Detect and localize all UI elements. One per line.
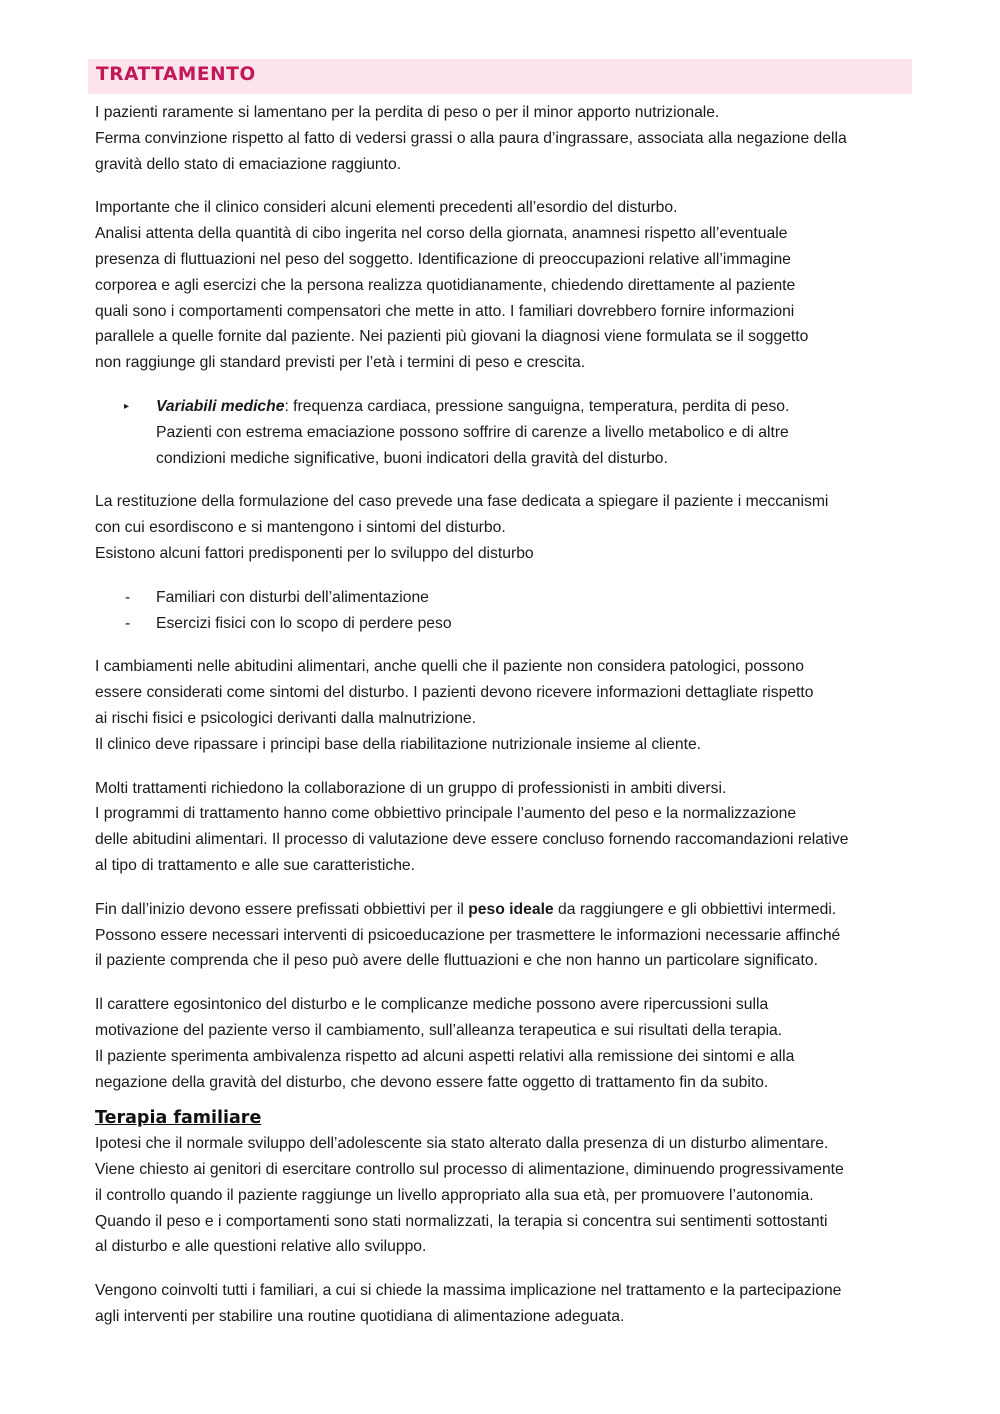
text-line: Possono essere necessari interventi di psicoeducazione per trasmettere le informazioni necessarie affinché [95, 926, 841, 944]
text-line: condizioni mediche significative, buoni indicatori della gravità del disturbo. [156, 449, 668, 467]
text-line: negazione della gravità del disturbo, che devono essere fatte oggetto di trattamento fin da subito. [95, 1073, 769, 1091]
text-line: parallele a quelle fornite dal paziente. Nei pazienti più giovani la diagnosi viene formulata se il soggetto [95, 328, 809, 346]
text-line: Il clinico deve ripassare i principi base della riabilitazione nutrizionale insieme al cliente. [95, 735, 702, 753]
list-item-text: Esercizi fisici con lo scopo di perdere peso [156, 614, 452, 632]
text-line: Pazienti con estrema emaciazione possono soffrire di carenze a livello metabolico e di altre [156, 423, 789, 441]
list-item-text: Familiari con disturbi dell’alimentazione [156, 588, 429, 606]
paragraph-eating-habits [95, 654, 917, 757]
text-line: Viene chiesto ai genitori di esercitare controllo sul processo di alimentazione, diminuendo progressivamente [95, 1161, 844, 1179]
dash-bullet-icon: - [125, 614, 131, 632]
arrow-bullet-list [95, 394, 917, 471]
section-banner [88, 59, 912, 94]
text-line: I programmi di trattamento hanno come obbiettivo principale l’aumento del peso e la normalizzazione [95, 805, 797, 823]
dash-bullet-list [95, 585, 917, 637]
section-title: TRATTAMENTO [96, 64, 256, 85]
text-line: con cui esordiscono e si mantengono i sintomi del disturbo. [95, 519, 506, 537]
text-line: Quando il peso e i comportamenti sono stati normalizzati, la terapia si concentra sui sentimenti sottostanti [95, 1212, 828, 1230]
text-line: corporea e agli esercizi che la persona realizza quotidianamente, chiedendo direttamente al paziente [95, 276, 796, 294]
text-fragment: : frequenza cardiaca, pressione sanguigna, temperatura, perdita di peso. [284, 397, 790, 415]
text-line: al tipo di trattamento e alle sue caratteristiche. [95, 856, 416, 874]
text-line: Vengono coinvolti tutti i familiari, a cui si chiede la massima implicazione nel trattamento e la partecipazione [95, 1282, 842, 1300]
text-line: il controllo quando il paziente raggiunge un livello appropriato alla sua età, per promuovere l’autonomia. [95, 1186, 814, 1204]
text-line: motivazione del paziente verso il cambiamento, sull’alleanza terapeutica e sui risultati della terapia. [95, 1021, 783, 1039]
text-line: La restituzione della formulazione del caso prevede una fase dedicata a spiegare il paziente i meccanismi [95, 493, 829, 511]
paragraph-intro [95, 100, 917, 177]
text-line: I pazienti raramente si lamentano per la perdita di peso o per il minor apporto nutrizionale. [95, 104, 720, 121]
text-line: Il paziente sperimenta ambivalenza rispetto ad alcuni aspetti relativi alla remissione dei sintomi e alla [95, 1047, 795, 1065]
text-line: Ipotesi che il normale sviluppo dell’adolescente sia stato alterato dalla presenza di un disturbo alimentare. [95, 1135, 829, 1153]
text-line: al disturbo e alle questioni relative allo sviluppo. [95, 1238, 427, 1256]
paragraph-assessment [95, 195, 917, 376]
subsection-heading: Terapia familiare [95, 1108, 262, 1129]
text-fragment: da raggiungere e gli obbiettivi intermedi. [553, 900, 837, 918]
text-fragment: Fin dall’inizio devono essere prefissati obbiettivi per il [95, 900, 469, 918]
text-line: presenza di fluttuazioni nel peso del soggetto. Identificazione di preoccupazioni relative all’immagine [95, 250, 791, 268]
text-line [156, 394, 917, 420]
paragraph-ideal-weight [95, 897, 917, 974]
text-line: Importante che il clinico consideri alcuni elementi precedenti all’esordio del disturbo. [95, 199, 678, 217]
text-line: Ferma convinzione rispetto al fatto di vedersi grassi o alla paura d’ingrassare, associata alla negazione della [95, 129, 847, 147]
text-line: delle abitudini alimentari. Il processo di valutazione deve essere concluso fornendo raccomandazioni relative [95, 831, 849, 849]
text-line: quali sono i comportamenti compensatori che mette in atto. I familiari dovrebbero fornire informazioni [95, 302, 795, 320]
triangle-bullet-icon: ▸ [124, 400, 130, 412]
dash-bullet-icon: - [125, 588, 131, 606]
text-line: Esistono alcuni fattori predisponenti per lo sviluppo del disturbo [95, 544, 534, 562]
text-line: I cambiamenti nelle abitudini alimentari, anche quelli che il paziente non considera patologici, possono [95, 658, 804, 676]
document-body [95, 100, 917, 1348]
text-line: Analisi attenta della quantità di cibo ingerita nel corso della giornata, anamnesi rispetto all’eventuale [95, 225, 788, 243]
text-line [95, 897, 917, 923]
text-line: non raggiunge gli standard previsti per l’età i termini di peso e crescita. [95, 354, 586, 372]
bold-term: peso ideale [468, 900, 554, 918]
paragraph-family-therapy [95, 1131, 917, 1260]
text-line: Molti trattamenti richiedono la collaborazione di un gruppo di professionisti in ambiti diversi. [95, 779, 727, 797]
text-line: il paziente comprenda che il peso può avere delle fluttuazioni e che non hanno un particolare significato. [95, 952, 818, 970]
bold-italic-term: Variabili mediche [156, 397, 285, 415]
text-line: gravità dello stato di emaciazione raggiunto. [95, 155, 402, 173]
list-item [95, 611, 917, 637]
paragraph-family-involvement [95, 1278, 917, 1330]
text-line: Il carattere egosintonico del disturbo e le complicanze mediche possono avere ripercussioni sulla [95, 996, 769, 1014]
text-line: agli interventi per stabilire una routine quotidiana di alimentazione adeguata. [95, 1308, 625, 1326]
list-item [95, 394, 917, 471]
text-line: essere considerati come sintomi del disturbo. I pazienti devono ricevere informazioni dettagliate rispetto [95, 684, 814, 702]
paragraph-egosyntonic [95, 992, 917, 1095]
paragraph-case-formulation [95, 489, 917, 566]
text-line: ai rischi fisici e psicologici derivanti dalla malnutrizione. [95, 709, 477, 727]
list-item [95, 585, 917, 611]
paragraph-treatments [95, 776, 917, 879]
